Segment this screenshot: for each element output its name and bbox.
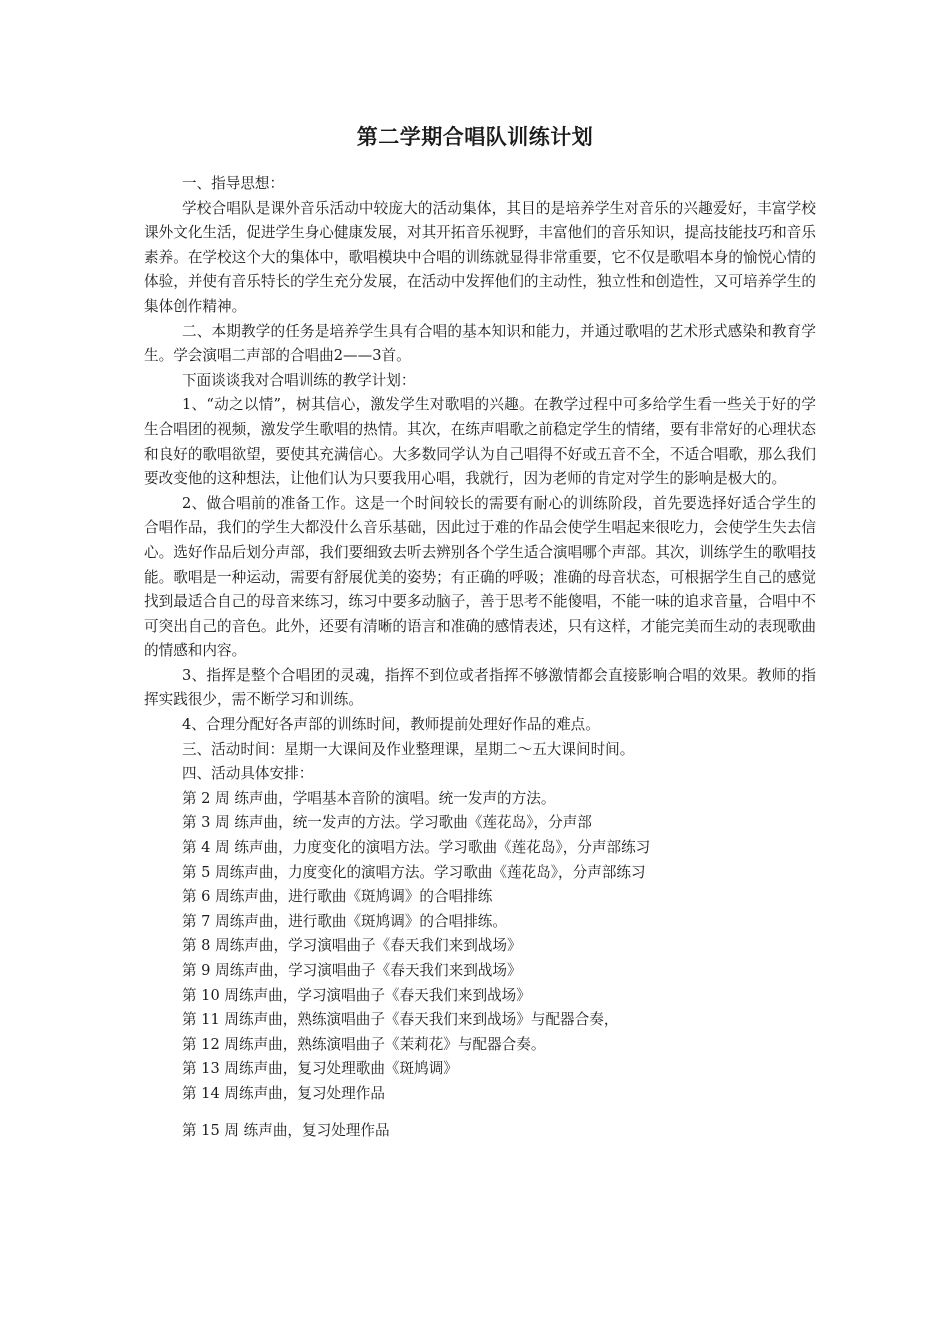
- schedule-week-item: 第 12 周练声曲，熟练演唱曲子《茉莉花》与配器合奏。: [181, 1035, 546, 1053]
- paragraph-plan-item-4: 4、合理分配好各声部的训练时间，教师提前处理好作品的难点。: [181, 716, 600, 734]
- schedule-week-item: 第 7 周练声曲，进行歌曲《斑鸠调》的合唱排练。: [181, 912, 507, 930]
- paragraph-plan-item-3: 3、指挥是整个合唱团的灵魂，指挥不到位或者指挥不够激情都会直接影响合唱的效果。教师的指挥实践很少，需不断学习和训练。: [144, 666, 816, 709]
- section-heading-activity-time: 三、活动时间：星期一大课间及作业整理课，星期二～五大课间时间。: [181, 740, 635, 758]
- schedule-week-item: 第 8 周练声曲，学习演唱曲子《春天我们来到战场》: [181, 937, 522, 955]
- schedule-week-item: 第 4 周 练声曲，力度变化的演唱方法。学习歌曲《莲花岛》，分声部练习: [181, 839, 651, 857]
- schedule-week-item: 第 5 周练声曲，力度变化的演唱方法。学习歌曲《莲花岛》，分声部练习: [181, 863, 646, 881]
- document-body: [144, 172, 816, 1143]
- document-title: 第二学期合唱队训练计划: [356, 125, 594, 149]
- schedule-week-item: 第 9 周练声曲，学习演唱曲子《春天我们来到战场》: [181, 962, 522, 979]
- schedule-week-item: 第 6 周练声曲，进行歌曲《斑鸠调》的合唱排练: [181, 888, 493, 906]
- paragraph-plan-item-2: 2、做合唱前的准备工作。这是一个时间较长的需要有耐心的训练阶段，首先要选择好适合学生的合唱作品，我们的学生大都没什么音乐基础，因此过于难的作品会使学生唱起来很吃力，会使学生失去信心。选好作品后划分声部，我们要细致去听去辨别各个学生适合演唱哪个声部。其次，训练学生的歌唱技能。歌唱是一种运动，需要有舒展优美的姿势；有正确的呼吸；准确的母音状态，可根据学生自己的感觉找到最适合自己的母音来练习，练习中要多动脑子，善于思考不能傻唱，不能一味的追求音量，合唱中不可突出自己的音色。此外，还要有清晰的语言和准确的感情表述，只有这样，才能完美而生动的表现歌曲的情感和内容。: [144, 494, 816, 660]
- paragraph-plan-intro: 下面谈谈我对合唱训练的教学计划：: [181, 371, 416, 389]
- schedule-week-item: 第 15 周 练声曲，复习处理作品: [181, 1121, 390, 1139]
- paragraph-guiding-ideas: 学校合唱队是课外音乐活动中较庞大的活动集体，其目的是培养学生对音乐的兴趣爱好，丰富学校课外文化生活，促进学生身心健康发展，对其开拓音乐视野，丰富他们的音乐知识，提高技能技巧和音乐素养。在学校这个大的集体中，歌唱模块中合唱的训练就显得非常重要，它不仅是歌唱本身的愉悦心情的体验，并使有音乐特长的学生充分发展，在活动中发挥他们的主动性，独立性和创造性，又可培养学生的集体创作精神。: [144, 199, 816, 315]
- paragraph-plan-item-1: 1、“动之以情”，树其信心，激发学生对歌唱的兴趣。在教学过程中可多给学生看一些关于好的学生合唱团的视频，激发学生歌唱的热情。其次，在练声唱歌之前稳定学生的情绪，要有非常好的心理状态和良好的歌唱欲望，要使其充满信心。大多数同学认为自己唱得不好或五音不全，不适合唱歌，那么我们要改变他的这种想法，让他们认为只要我用心唱，我就行，因为老师的肯定对学生的影响是极大的。: [144, 396, 816, 488]
- schedule-week-item: 第 13 周练声曲，复习处理歌曲《斑鸠调》: [181, 1060, 458, 1078]
- schedule-week-item: 第 3 周 练声曲，统一发声的方法。学习歌曲《莲花岛》，分声部: [181, 814, 592, 832]
- section-heading-schedule: 四、活动具体安排：: [181, 765, 314, 783]
- schedule-week-item: 第 10 周练声曲，学习演唱曲子《春天我们来到战场》: [181, 986, 531, 1004]
- schedule-week-item: 第 11 周练声曲，熟练演唱曲子《春天我们来到战场》与配器合奏，: [181, 1011, 619, 1029]
- section-heading-tasks: 二、本期教学的任务是培养学生具有合唱的基本知识和能力，并通过歌唱的艺术形式感染和教育学生。学会演唱二声部的合唱曲2——3首。: [144, 322, 816, 365]
- schedule-week-item: 第 2 周 练声曲，学唱基本音阶的演唱。统一发声的方法。: [181, 789, 556, 807]
- section-heading-guiding-ideas: 一、指导思想：: [181, 175, 285, 192]
- schedule-week-item: 第 14 周练声曲，复习处理作品: [181, 1084, 385, 1102]
